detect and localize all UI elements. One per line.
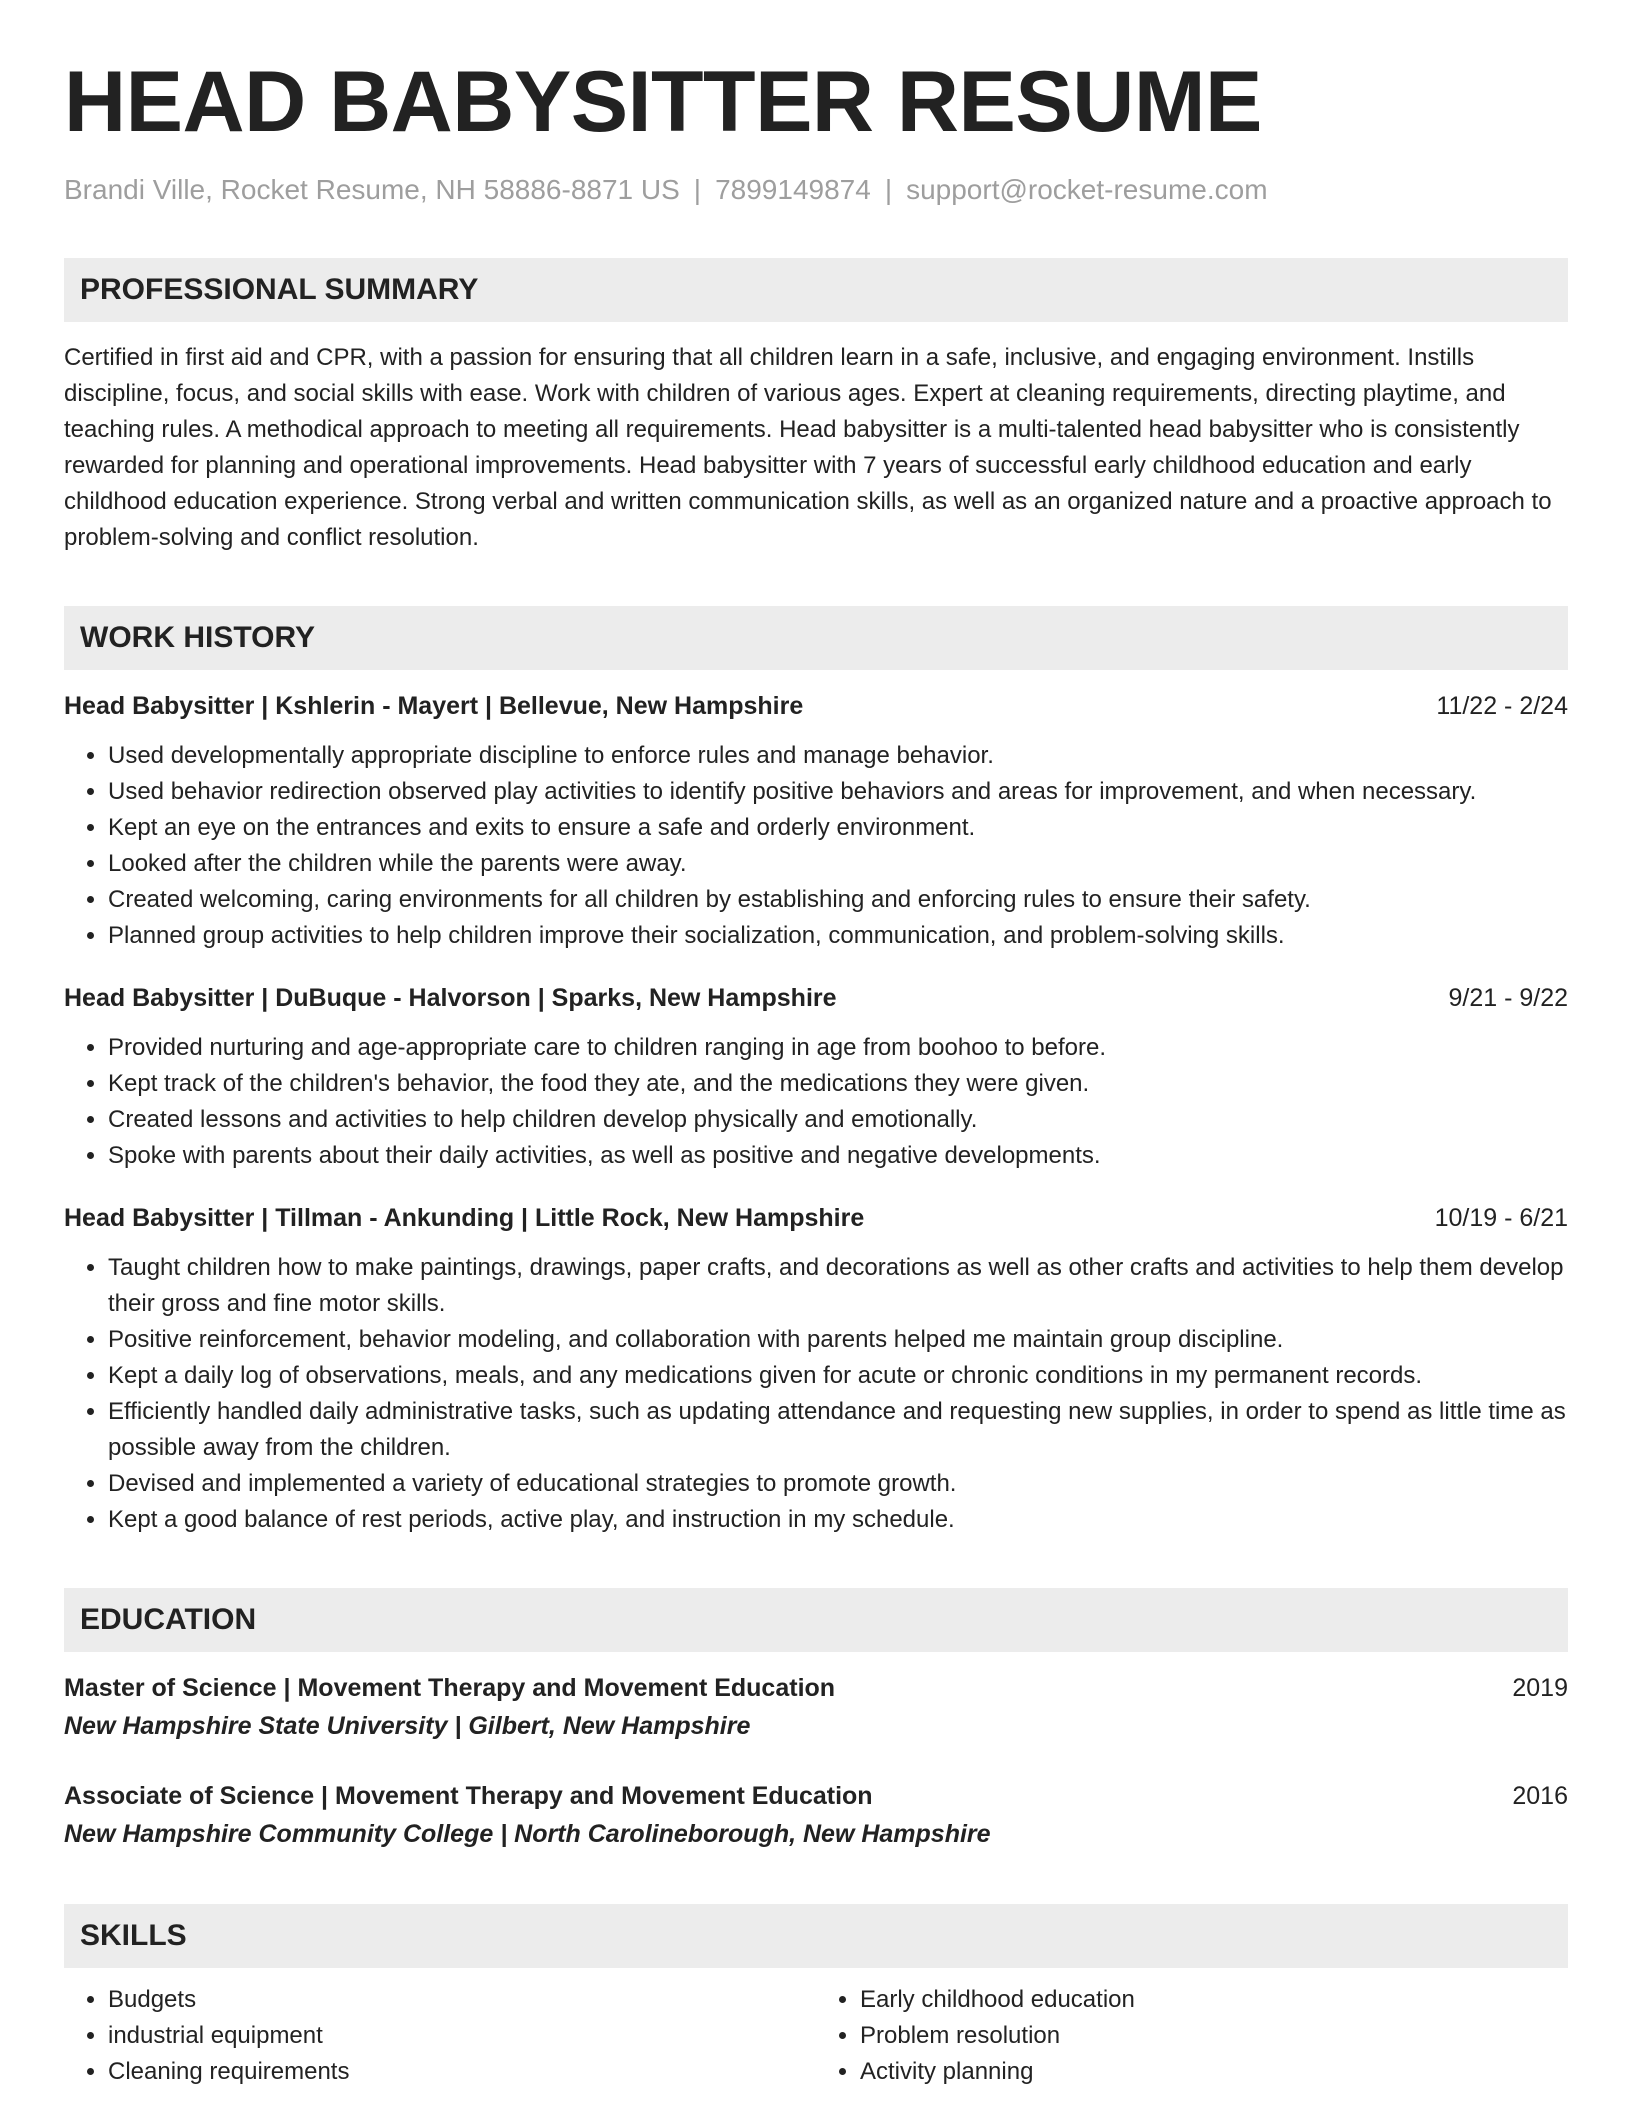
skill-item: • Problem resolution — [860, 2018, 1568, 2054]
job-bullet: • Taught children how to make paintings, drawings, paper crafts, and decorations as well as other crafts and activities to help them develop their gross and fine motor skills. — [108, 1250, 1568, 1322]
job-bullet: • Kept an eye on the entrances and exits to ensure a safe and orderly environment. — [108, 810, 1568, 846]
job-bullet: • Kept track of the children's behavior, the food they ate, and the medications they were given. — [108, 1066, 1568, 1102]
job-bullet: • Provided nurturing and age-appropriate care to children ranging in age from boohoo to before. — [108, 1030, 1568, 1066]
resume-page — [64, 52, 1568, 2090]
job-header — [64, 1200, 1568, 1236]
education-header — [64, 1670, 1568, 1706]
education-school: New Hampshire State University | Gilbert, New Hampshire — [64, 1712, 751, 1740]
job-bullet: • Created lessons and activities to help children develop physically and emotionally. — [108, 1102, 1568, 1138]
section-heading-work-history: WORK HISTORY — [64, 606, 1568, 670]
contact-separator: | — [884, 174, 893, 205]
job-header — [64, 688, 1568, 724]
contact-address: Brandi Ville, Rocket Resume, NH 58886-8871 US — [64, 174, 680, 205]
skill-item: • Budgets — [108, 1982, 816, 2018]
job-bullets — [64, 1250, 1568, 1538]
job-bullet: • Looked after the children while the parents were away. — [108, 846, 1568, 882]
education-header — [64, 1778, 1568, 1814]
education-degree: Master of Science | Movement Therapy and Movement Education — [64, 1674, 836, 1702]
education-degree: Associate of Science | Movement Therapy and Movement Education — [64, 1782, 873, 1810]
job-entry — [64, 688, 1568, 954]
job-bullet: • Kept a daily log of observations, meals, and any medications given for acute or chronic conditions in my permanent records. — [108, 1358, 1568, 1394]
education-entry — [64, 1670, 1568, 1746]
skill-item: • Early childhood education — [860, 1982, 1568, 2018]
contact-email: support@rocket-resume.com — [906, 174, 1268, 205]
skill-item: • Activity planning — [860, 2054, 1568, 2090]
education-year: 2016 — [1512, 1782, 1568, 1810]
skill-item: • industrial equipment — [108, 2018, 816, 2054]
job-header — [64, 980, 1568, 1016]
summary-text: Certified in first aid and CPR, with a passion for ensuring that all children learn in a safe, inclusive, and engaging environment. Instills discipline, focus, and social skills with ease. Work with children of various ages. Expert at cleaning requirements, directing playtime, and teaching rules. A methodical approach to meeting all requirements. Head babysitter is a multi-talented head babysitter who is consistently rewarded for planning and operational improvements. Head babysitter with 7 years of successful early childhood education and early childhood education experience. Strong verbal and written communication skills, as well as an organized nature and a proactive approach to problem-solving and conflict resolution. — [64, 344, 1552, 551]
job-bullet: • Used developmentally appropriate discipline to enforce rules and manage behavior. — [108, 738, 1568, 774]
section-heading-skills: SKILLS — [64, 1904, 1568, 1968]
job-bullet: • Efficiently handled daily administrative tasks, such as updating attendance and requesting new supplies, in order to spend as little time as possible away from the children. — [108, 1394, 1568, 1466]
job-bullet: • Devised and implemented a variety of educational strategies to promote growth. — [108, 1466, 1568, 1502]
skills-list — [64, 1982, 1568, 2090]
job-bullet: • Spoke with parents about their daily activities, as well as positive and negative developments. — [108, 1138, 1568, 1174]
education-entry — [64, 1778, 1568, 1854]
job-title: Head Babysitter | Tillman - Ankunding | Little Rock, New Hampshire — [64, 1204, 865, 1232]
job-title: Head Babysitter | Kshlerin - Mayert | Bellevue, New Hampshire — [64, 692, 804, 720]
job-title: Head Babysitter | DuBuque - Halvorson | Sparks, New Hampshire — [64, 984, 837, 1012]
job-bullet: • Planned group activities to help children improve their socialization, communication, and problem-solving skills. — [108, 918, 1568, 954]
job-date: 10/19 - 6/21 — [1434, 1204, 1568, 1232]
job-date: 11/22 - 2/24 — [1436, 692, 1568, 720]
resume-title: HEAD BABYSITTER RESUME — [64, 54, 1262, 150]
job-bullet: • Used behavior redirection observed play activities to identify positive behaviors and areas for improvement, and when necessary. — [108, 774, 1568, 810]
section-heading-education: EDUCATION — [64, 1588, 1568, 1652]
skill-item: • Cleaning requirements — [108, 2054, 816, 2090]
job-bullet: • Kept a good balance of rest periods, active play, and instruction in my schedule. — [108, 1502, 1568, 1538]
job-entry — [64, 1200, 1568, 1538]
skills-column-left — [64, 1982, 816, 2090]
job-bullet: • Positive reinforcement, behavior modeling, and collaboration with parents helped me maintain group discipline. — [108, 1322, 1568, 1358]
job-date: 9/21 - 9/22 — [1448, 984, 1568, 1012]
education-school: New Hampshire Community College | North Carolineborough, New Hampshire — [64, 1820, 991, 1848]
job-bullets — [64, 738, 1568, 954]
job-entry — [64, 980, 1568, 1174]
contact-separator: | — [693, 174, 702, 205]
job-bullets — [64, 1030, 1568, 1174]
job-bullet: • Created welcoming, caring environments for all children by establishing and enforcing rules to ensure their safety. — [108, 882, 1568, 918]
contact-line — [64, 172, 1568, 208]
education-year: 2019 — [1512, 1674, 1568, 1702]
skills-column-right — [816, 1982, 1568, 2090]
contact-phone: 7899149874 — [715, 174, 871, 205]
section-heading-summary: PROFESSIONAL SUMMARY — [64, 258, 1568, 322]
